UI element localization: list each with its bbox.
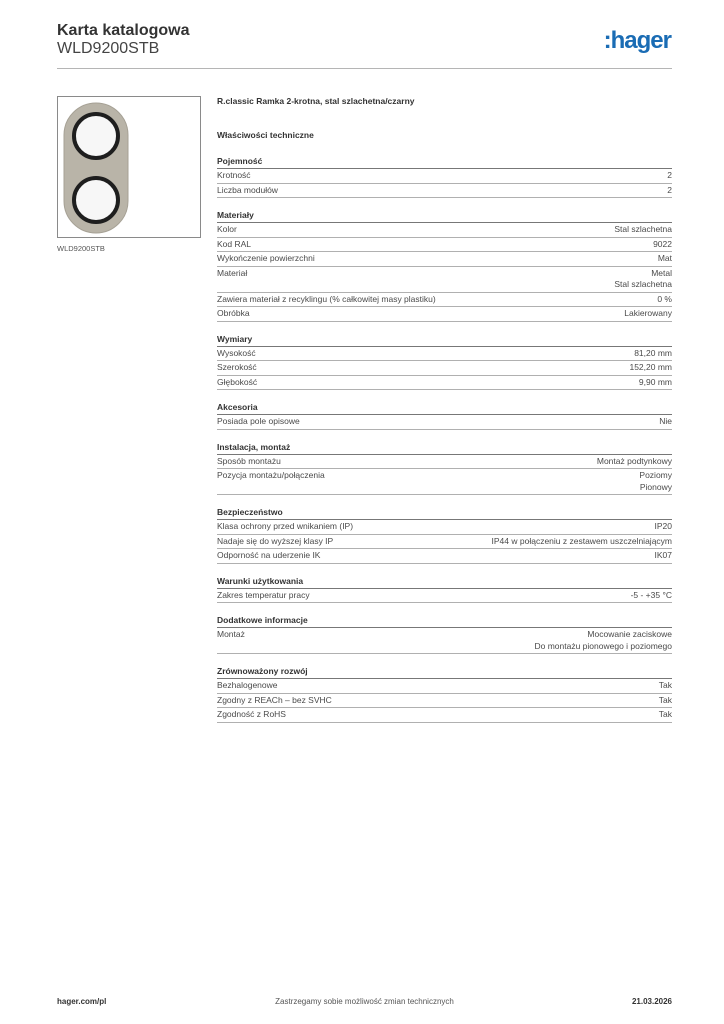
spec-value: [667, 170, 672, 182]
spec-value-line: 9022: [653, 238, 672, 249]
spec-group: [217, 210, 672, 322]
spec-row: [217, 252, 672, 267]
spec-row: [217, 267, 672, 293]
spec-value: [655, 550, 673, 562]
spec-value-line: Metal: [651, 267, 672, 278]
spec-label: Kolor: [217, 224, 237, 234]
spec-label: Sposób montażu: [217, 455, 281, 466]
spec-value: [614, 224, 672, 236]
spec-value: [659, 709, 672, 721]
spec-row: [217, 376, 672, 391]
spec-value: [639, 377, 672, 389]
spec-value-line: Pionowy: [639, 481, 672, 492]
spec-group: [217, 156, 672, 198]
spec-value-line: Poziomy: [639, 470, 672, 480]
spec-row: [217, 549, 672, 564]
spec-value-line: Do montażu pionowego i poziomego: [534, 640, 672, 651]
spec-label: Materiał: [217, 267, 248, 278]
spec-value-line: 9,90 mm: [638, 376, 672, 387]
page-header: [57, 20, 672, 68]
spec-row: [217, 469, 672, 495]
spec-label: Pozycja montażu/połączenia: [217, 470, 325, 480]
spec-group-title: Warunki użytkowania: [217, 576, 672, 589]
spec-row: [217, 535, 672, 550]
spec-value-line: Stal szlachetna: [614, 224, 672, 234]
spec-value: [655, 521, 673, 533]
spec-label: Wysokość: [217, 347, 256, 358]
spec-value-line: IP44 w połączeniu z zestawem uszczelniającym: [491, 535, 672, 546]
spec-value: [631, 590, 672, 602]
spec-group: [217, 615, 672, 654]
page-footer: [57, 997, 672, 1011]
spec-row: [217, 293, 672, 308]
technical-specs: [217, 96, 672, 735]
spec-label: Odporność na uderzenie IK: [217, 550, 321, 560]
spec-row: [217, 347, 672, 362]
spec-label: Montaż: [217, 629, 245, 639]
footer-note: Zastrzegamy sobie możliwość zmian technicznych: [275, 997, 454, 1006]
spec-value-line: IK07: [654, 550, 672, 560]
spec-value-line: 2: [667, 184, 672, 195]
spec-label: Klasa ochrony przed wnikaniem (IP): [217, 521, 354, 531]
spec-value-line: Nie: [659, 416, 672, 426]
spec-row: [217, 223, 672, 238]
spec-value: [629, 362, 672, 374]
spec-row: [217, 415, 672, 430]
double-frame-image: [58, 97, 200, 237]
spec-label: Kod RAL: [217, 238, 252, 249]
spec-value-line: Tak: [658, 694, 672, 705]
section-title: Właściwości techniczne: [217, 130, 314, 140]
spec-row: [217, 361, 672, 376]
spec-group: [217, 442, 672, 496]
spec-value-line: Stal szlachetna: [614, 279, 672, 289]
spec-value: [657, 294, 672, 306]
spec-label: Głębokość: [217, 376, 258, 387]
footer-website[interactable]: hager.com/pl: [57, 997, 107, 1006]
spec-row: [217, 238, 672, 253]
spec-value: [659, 416, 672, 428]
spec-value: [658, 253, 672, 265]
spec-group: [217, 666, 672, 723]
spec-value-line: Lakierowany: [624, 308, 672, 318]
spec-value-line: 81,20 mm: [634, 347, 672, 358]
spec-value: [624, 308, 672, 320]
svg-text::hager: :hager: [603, 27, 671, 54]
spec-group-title: Bezpieczeństwo: [217, 507, 672, 520]
spec-label: Wykończenie powierzchni: [217, 253, 315, 263]
spec-label: Posiada pole opisowe: [217, 416, 300, 426]
document-title: Karta katalogowa: [57, 22, 190, 39]
spec-group-title: Zrównoważony rozwój: [217, 666, 672, 679]
spec-value-line: Montaż podtynkowy: [596, 455, 672, 466]
spec-value: [634, 348, 672, 360]
spec-value-line: Mocowanie zaciskowe: [587, 629, 672, 639]
spec-value: [597, 456, 672, 468]
spec-value: [653, 239, 672, 251]
spec-value-line: Mat: [657, 253, 672, 263]
spec-group-title: Akcesoria: [217, 402, 672, 415]
spec-label: Liczba modułów: [217, 184, 278, 195]
spec-row: [217, 307, 672, 322]
spec-group-title: Instalacja, montaż: [217, 442, 672, 455]
spec-value-line: 152,20 mm: [629, 362, 672, 372]
hager-logo: [582, 26, 672, 56]
spec-groups: [217, 156, 672, 723]
spec-row: [217, 520, 672, 535]
spec-value: [659, 695, 672, 707]
spec-row: [217, 589, 672, 604]
spec-row: [217, 679, 672, 694]
spec-group: [217, 576, 672, 604]
spec-value: [659, 680, 672, 692]
spec-value: [534, 629, 672, 652]
spec-value-line: Tak: [658, 709, 672, 719]
spec-row: [217, 708, 672, 723]
spec-row: [217, 184, 672, 199]
spec-group-title: Dodatkowe informacje: [217, 615, 672, 628]
spec-label: Krotność: [217, 170, 251, 180]
spec-label: Obróbka: [217, 308, 250, 318]
spec-group: [217, 402, 672, 430]
spec-value: [639, 470, 672, 493]
spec-value-line: IP20: [654, 521, 672, 531]
image-caption: WLD9200STB: [57, 244, 105, 253]
spec-value-line: -5 - +35 °C: [630, 589, 672, 600]
spec-group-title: Wymiary: [217, 334, 672, 347]
product-description: R.classic Ramka 2-krotna, stal szlachetna/czarny: [217, 96, 415, 106]
spec-group-title: Materiały: [217, 210, 672, 223]
spec-group-title: Pojemność: [217, 156, 672, 169]
footer-date: 21.03.2026: [631, 997, 672, 1006]
spec-row: [217, 694, 672, 709]
spec-group: [217, 334, 672, 391]
spec-value-line: 0 %: [657, 293, 672, 304]
spec-value: [667, 185, 672, 197]
spec-label: Szerokość: [217, 362, 257, 372]
spec-value-line: Tak: [658, 680, 672, 690]
spec-label: Zgodny z REACh – bez SVHC: [217, 694, 332, 705]
spec-row: [217, 455, 672, 470]
spec-row: [217, 628, 672, 654]
spec-value: [614, 268, 672, 291]
spec-label: Zakres temperatur pracy: [217, 589, 310, 600]
spec-label: Bezhalogenowe: [217, 680, 278, 690]
product-image: [57, 96, 201, 238]
product-code: WLD9200STB: [57, 40, 160, 57]
spec-label: Zawiera materiał z recyklingu (% całkowitej masy plastiku): [217, 293, 436, 304]
spec-label: Zgodność z RoHS: [217, 709, 286, 719]
spec-value: [492, 536, 672, 548]
header-divider: [57, 68, 672, 69]
spec-value-line: 2: [667, 170, 672, 180]
spec-group: [217, 507, 672, 564]
spec-row: [217, 169, 672, 184]
spec-label: Nadaje się do wyższej klasy IP: [217, 535, 334, 546]
